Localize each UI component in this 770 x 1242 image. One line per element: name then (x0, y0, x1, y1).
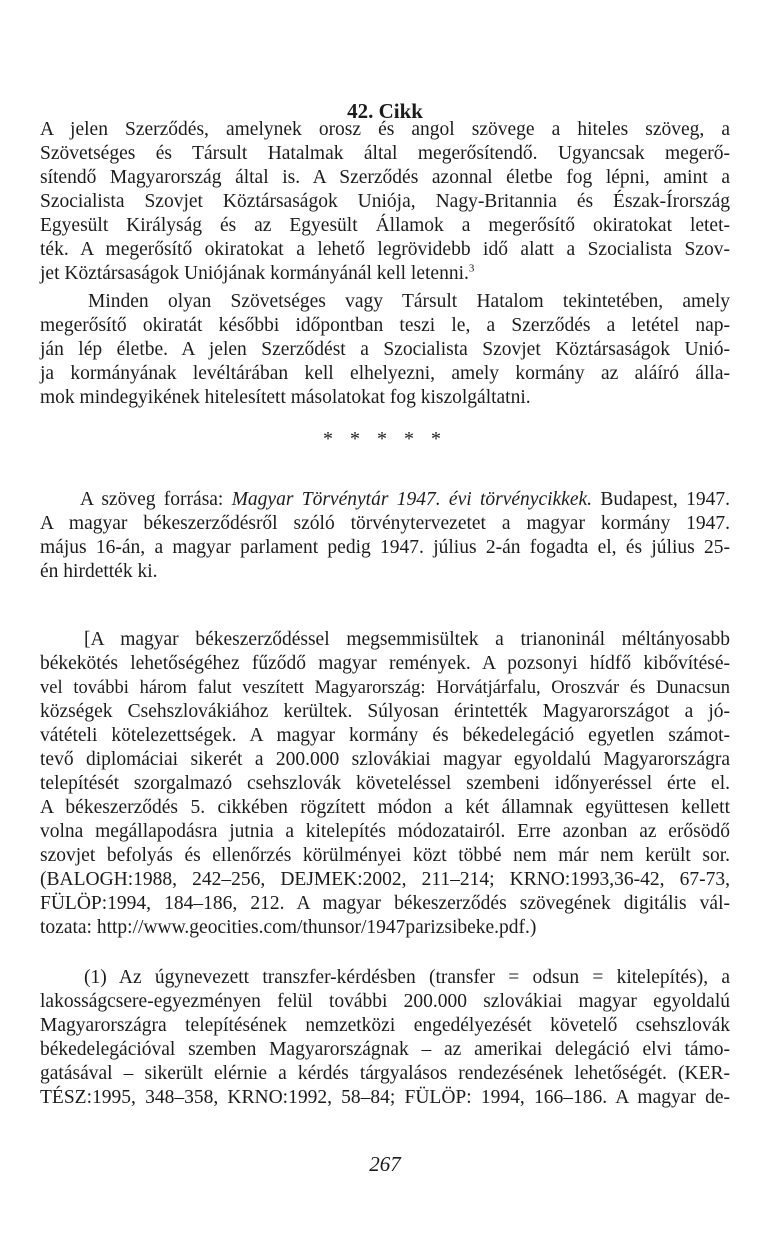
commentary-line: szovjet befolyás és ellenőrzés körülményei közt többé nem már nem került sor. (40, 845, 730, 866)
article-line: Szocialista Szovjet Köztársaságok Uniója, Nagy-Britannia és Észak-Írország (40, 191, 730, 212)
commentary-line: vátételi kötelezettségek. A magyar kormány és békedelegáció egyetlen számot- (40, 725, 730, 746)
commentary-line: tozata: http://www.geocities.com/thunsor/1947parizsibeke.pdf.) (40, 917, 537, 938)
page-number: 267 (369, 1152, 401, 1176)
footnote-line: békedelegációval szemben Magyarországnak – az amerikai delegáció elvi támo- (40, 1039, 730, 1060)
article-line: ték. A megerősítő okiratokat a lehető legrövidebb idő alatt a Szocialista Szov- (40, 239, 730, 260)
article-line: ján lép életbe. A jelen Szerződést a Szocialista Szovjet Köztársaságok Unió- (40, 339, 730, 360)
article-title: 42. Cikk (347, 99, 423, 123)
commentary-line: A békeszerződés 5. cikkében rögzített módon a két államnak együttesen kellett (40, 797, 730, 818)
footnote-line: gatásával – sikerült elérnie a kérdés tárgyalásos rendezésének lehetőségét. (KER- (40, 1063, 730, 1084)
commentary-line: békekötés lehetőségéhez fűződő magyar remények. A pozsonyi hídfő kibővítésé- (40, 653, 730, 674)
source-line (80, 488, 730, 512)
section-separator: * * * * * (323, 428, 447, 450)
article-line: Szövetséges és Társult Hatalmak által megerősítendő. Ugyancsak megerő- (40, 143, 730, 164)
commentary-line: vel további három falut veszített Magyarország: Horvátjárfalu, Oroszvár és Dunacsun (40, 678, 730, 698)
article-line: Minden olyan Szövetséges vagy Társult Hatalom tekintetében, amely (88, 291, 730, 312)
commentary-line: (BALOGH:1988, 242–256, DEJMEK:2002, 211–214; KRNO:1993,36-42, 67-73, (40, 869, 730, 890)
article-line (40, 262, 730, 286)
source-suffix: Budapest, 1947. (592, 489, 731, 510)
footnote-line: TÉSZ:1995, 348–358, KRNO:1992, 58–84; FÜLÖP: 1994, 166–186. A magyar de- (40, 1087, 730, 1108)
commentary-line: [A magyar békeszerződéssel megsemmisültek a trianoninál méltányosabb (84, 629, 730, 650)
article-line: ja kormányának levéltárában kell elhelyezni, amely kormány az aláíró álla- (40, 363, 730, 384)
source-prefix: A szöveg forrása: (80, 489, 232, 510)
footnote-line: Magyarországra telepítésének nemzetközi engedélyezését követelő csehszlovák (40, 1015, 730, 1036)
commentary-line: tevő diplomáciai sikerét a 200.000 szlovákiai magyar egyoldalú Magyarországra (40, 749, 730, 770)
article-line: sítendő Magyarország által is. A Szerződés azonnal életbe fog lépni, amint a (40, 167, 730, 188)
commentary-line: telepítését szorgalmazó csehszlovák követeléssel szembeni időnyeréssel érte el. (40, 773, 730, 794)
source-line: május 16-án, a magyar parlament pedig 1947. július 2-án fogadta el, és július 25- (40, 537, 730, 558)
document-page (40, 0, 730, 1242)
footnote-line: (1) Az úgynevezett transzfer-kérdésben (transfer = odsun = kitelepítés), a (84, 967, 730, 988)
footnote-reference: 3 (468, 262, 475, 275)
article-line: Egyesült Királyság és az Egyesült Államok a megerősítő okiratokat letet- (40, 215, 730, 236)
source-title: Magyar Törvénytár 1947. évi törvénycikkek. (231, 489, 593, 510)
source-line: én hirdették ki. (40, 561, 158, 582)
article-line: A jelen Szerződés, amelynek orosz és angol szövege a hiteles szöveg, a (40, 119, 730, 140)
source-line: A magyar békeszerződésről szóló törvénytervezetet a magyar kormány 1947. (40, 513, 730, 534)
commentary-line: községek Csehszlovákiához kerültek. Súlyosan érintették Magyarországot a jó- (40, 701, 730, 722)
article-line: megerősítő okiratát későbbi időpontban teszi le, a Szerződés a letétel nap- (40, 315, 730, 336)
footnote-line: lakosságcsere-egyezményen felül további 200.000 szlovákiai magyar egyoldalú (40, 991, 730, 1012)
commentary-line: FÜLÖP:1994, 184–186, 212. A magyar békeszerződés szövegének digitális vál- (40, 893, 730, 914)
commentary-line: volna megállapodásra jutnia a kitelepítés módozatairól. Erre azonban az erősödő (40, 821, 730, 842)
article-line-text: jet Köztársaságok Uniójának kormányánál kell letenni. (40, 263, 469, 284)
article-line: mok mindegyikének hitelesített másolatokat fog kiszolgáltatni. (40, 387, 531, 408)
